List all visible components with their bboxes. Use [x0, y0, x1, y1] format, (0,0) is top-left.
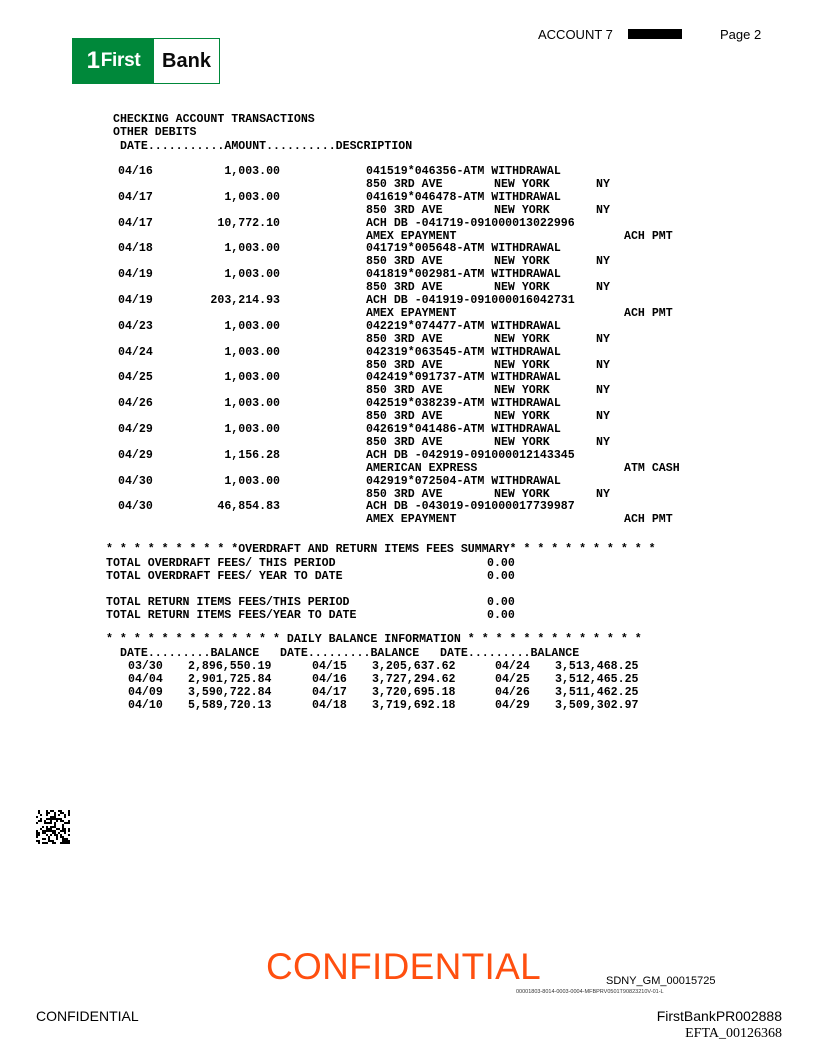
transaction-description: 042219*074477-ATM WITHDRAWAL: [366, 319, 561, 333]
transaction-amount: 1,003.00: [224, 190, 280, 204]
transaction-date: 04/17: [118, 190, 153, 204]
transaction-description-line2: 850 3RD AVE: [366, 410, 443, 424]
section-title: CHECKING ACCOUNT TRANSACTIONS: [113, 113, 315, 126]
transaction-state: NY: [596, 203, 610, 217]
first-bank-logo: [72, 38, 220, 84]
transaction-date: 04/19: [118, 294, 153, 307]
transaction-state: NY: [596, 178, 610, 191]
transaction-description-line2: AMEX EPAYMENT: [366, 229, 457, 243]
transaction-state: NY: [596, 332, 610, 346]
transaction-description-line2: 850 3RD AVE: [366, 358, 443, 372]
transaction-description: 042319*063545-ATM WITHDRAWAL: [366, 345, 561, 359]
fee-label: TOTAL OVERDRAFT FEES/ YEAR TO DATE: [106, 570, 343, 583]
transaction-date: 04/23: [118, 319, 153, 333]
fee-label: TOTAL RETURN ITEMS FEES/THIS PERIOD: [106, 596, 350, 609]
bates-stamp: SDNY_GM_00015725: [606, 975, 716, 987]
transaction-date: 04/17: [118, 216, 153, 230]
balance-amount: 3,512,465.25: [555, 673, 639, 686]
daily-balance-header: DATE.........BALANCE DATE.........BALANCE DATE.........BALANCE: [120, 647, 580, 660]
transaction-description-line2: 850 3RD AVE: [366, 255, 443, 269]
transaction-date: 04/30: [118, 474, 153, 488]
transaction-state: NY: [596, 358, 610, 372]
section-subtitle: OTHER DEBITS: [113, 126, 197, 139]
balance-amount: 3,720,695.18: [372, 686, 456, 699]
transaction-description: 042619*041486-ATM WITHDRAWAL: [366, 423, 561, 436]
balance-date: 04/10: [128, 699, 163, 712]
balance-date: 04/15: [312, 660, 347, 673]
balance-amount: 3,205,637.62: [372, 660, 456, 673]
transaction-description-line2: AMEX EPAYMENT: [366, 307, 457, 320]
transaction-amount: 1,156.28: [224, 448, 280, 462]
confidential-stamp: CONFIDENTIAL: [266, 946, 541, 987]
transaction-state: NY: [596, 487, 610, 501]
transaction-description: 042919*072504-ATM WITHDRAWAL: [366, 474, 561, 488]
balance-amount: 3,590,722.84: [188, 686, 272, 699]
transaction-city: NEW YORK: [494, 358, 550, 372]
transaction-description: 041619*046478-ATM WITHDRAWAL: [366, 190, 561, 204]
document-code: 00001803-8014-0003-0004-MFBPRV0501T90823210V-01-L: [516, 989, 664, 995]
transaction-state: NY: [596, 281, 610, 295]
balance-date: 04/25: [495, 673, 530, 686]
transaction-date: 04/18: [118, 242, 153, 256]
balance-date: 04/29: [495, 699, 530, 712]
transaction-state: NY: [596, 436, 610, 449]
balance-date: 04/17: [312, 686, 347, 699]
balance-amount: 3,511,462.25: [555, 686, 639, 699]
balance-date: 04/16: [312, 673, 347, 686]
transaction-description-line2: 850 3RD AVE: [366, 384, 443, 398]
transaction-description-line2: 850 3RD AVE: [366, 487, 443, 501]
transaction-amount: 1,003.00: [224, 371, 280, 385]
balance-date: 04/18: [312, 699, 347, 712]
transaction-date: 04/30: [118, 500, 153, 514]
fee-label: TOTAL RETURN ITEMS FEES/YEAR TO DATE: [106, 609, 357, 622]
balance-amount: 3,719,692.18: [372, 699, 456, 712]
transaction-description: 042419*091737-ATM WITHDRAWAL: [366, 371, 561, 385]
transaction-amount: 46,854.83: [217, 500, 280, 514]
transaction-amount: 1,003.00: [224, 242, 280, 256]
fees-summary-banner: * * * * * * * * * *OVERDRAFT AND RETURN ITEMS FEES SUMMARY* * * * * * * * * * *: [106, 543, 656, 556]
logo-bank: Bank: [162, 49, 211, 72]
daily-balance-banner: * * * * * * * * * * * * * DAILY BALANCE INFORMATION * * * * * * * * * * * * *: [106, 633, 642, 646]
transaction-description-line2: AMERICAN EXPRESS: [366, 461, 478, 475]
transaction-city: NEW YORK: [494, 178, 550, 191]
transaction-date: 04/24: [118, 345, 153, 359]
balance-date: 03/30: [128, 660, 163, 673]
transaction-city: NEW YORK: [494, 436, 550, 449]
transaction-date: 04/29: [118, 448, 153, 462]
transaction-amount: 1,003.00: [224, 319, 280, 333]
fee-value: 0.00: [487, 557, 515, 570]
transaction-city: NEW YORK: [494, 410, 550, 424]
fee-value: 0.00: [487, 609, 515, 622]
transaction-state: NY: [596, 384, 610, 398]
transaction-description-line2: 850 3RD AVE: [366, 281, 443, 295]
page-number: Page 2: [720, 27, 762, 42]
transaction-city: NEW YORK: [494, 384, 550, 398]
transaction-date: 04/16: [118, 165, 153, 178]
logo-one: 1: [86, 47, 100, 74]
balance-amount: 3,727,294.62: [372, 673, 456, 686]
balance-date: 04/24: [495, 660, 530, 673]
transaction-description-line2: 850 3RD AVE: [366, 436, 443, 449]
transaction-type-code: ACH PMT: [624, 229, 673, 243]
transaction-description: 041819*002981-ATM WITHDRAWAL: [366, 268, 561, 282]
balance-date: 04/04: [128, 673, 163, 686]
transaction-type-code: ACH PMT: [624, 307, 673, 320]
transaction-state: NY: [596, 410, 610, 424]
transaction-type-code: ACH PMT: [624, 513, 673, 527]
transaction-amount: 203,214.93: [210, 294, 280, 307]
transaction-amount: 1,003.00: [224, 165, 280, 178]
transaction-description-line2: 850 3RD AVE: [366, 203, 443, 217]
transaction-city: NEW YORK: [494, 332, 550, 346]
transaction-date: 04/19: [118, 268, 153, 282]
transaction-amount: 10,772.10: [217, 216, 280, 230]
account-number-redaction: [628, 29, 682, 39]
transaction-city: NEW YORK: [494, 487, 550, 501]
fee-value: 0.00: [487, 596, 515, 609]
transaction-amount: 1,003.00: [224, 423, 280, 436]
qr-code-icon: [36, 810, 70, 844]
balance-amount: 3,509,302.97: [555, 699, 639, 712]
logo-first: First: [100, 50, 141, 71]
efta-number: EFTA_00126368: [685, 1026, 782, 1041]
bates-number: FirstBankPR002888: [656, 1008, 782, 1024]
transaction-amount: 1,003.00: [224, 345, 280, 359]
transaction-description: ACH DB -041919-091000016042731: [366, 294, 575, 307]
transaction-description-line2: 850 3RD AVE: [366, 332, 443, 346]
transaction-description: 041519*046356-ATM WITHDRAWAL: [366, 165, 561, 178]
balance-amount: 2,901,725.84: [188, 673, 272, 686]
transaction-description: ACH DB -042919-091000012143345: [366, 448, 575, 462]
transaction-description: 041719*005648-ATM WITHDRAWAL: [366, 242, 561, 256]
transaction-city: NEW YORK: [494, 281, 550, 295]
transaction-description: 042519*038239-ATM WITHDRAWAL: [366, 397, 561, 411]
transaction-date: 04/26: [118, 397, 153, 411]
transaction-description-line2: AMEX EPAYMENT: [366, 513, 457, 527]
transactions-column-header: DATE...........AMOUNT..........DESCRIPTION: [120, 140, 413, 153]
transaction-description-line2: 850 3RD AVE: [366, 178, 443, 191]
balance-date: 04/26: [495, 686, 530, 699]
transaction-city: NEW YORK: [494, 203, 550, 217]
confidential-label: CONFIDENTIAL: [36, 1008, 139, 1024]
transaction-type-code: ATM CASH: [624, 461, 680, 475]
transaction-description: ACH DB -041719-091000013022996: [366, 216, 575, 230]
fee-label: TOTAL OVERDRAFT FEES/ THIS PERIOD: [106, 557, 336, 570]
transaction-amount: 1,003.00: [224, 397, 280, 411]
transaction-date: 04/25: [118, 371, 153, 385]
transaction-description: ACH DB -043019-091000017739987: [366, 500, 575, 514]
balance-amount: 2,896,550.19: [188, 660, 272, 673]
fee-value: 0.00: [487, 570, 515, 583]
transaction-amount: 1,003.00: [224, 268, 280, 282]
balance-date: 04/09: [128, 686, 163, 699]
logo-green-panel: [73, 39, 154, 83]
transaction-date: 04/29: [118, 423, 153, 436]
balance-amount: 3,513,468.25: [555, 660, 639, 673]
balance-amount: 5,589,720.13: [188, 699, 272, 712]
transaction-state: NY: [596, 255, 610, 269]
account-label: ACCOUNT 7: [538, 27, 613, 42]
transaction-city: NEW YORK: [494, 255, 550, 269]
transaction-amount: 1,003.00: [224, 474, 280, 488]
